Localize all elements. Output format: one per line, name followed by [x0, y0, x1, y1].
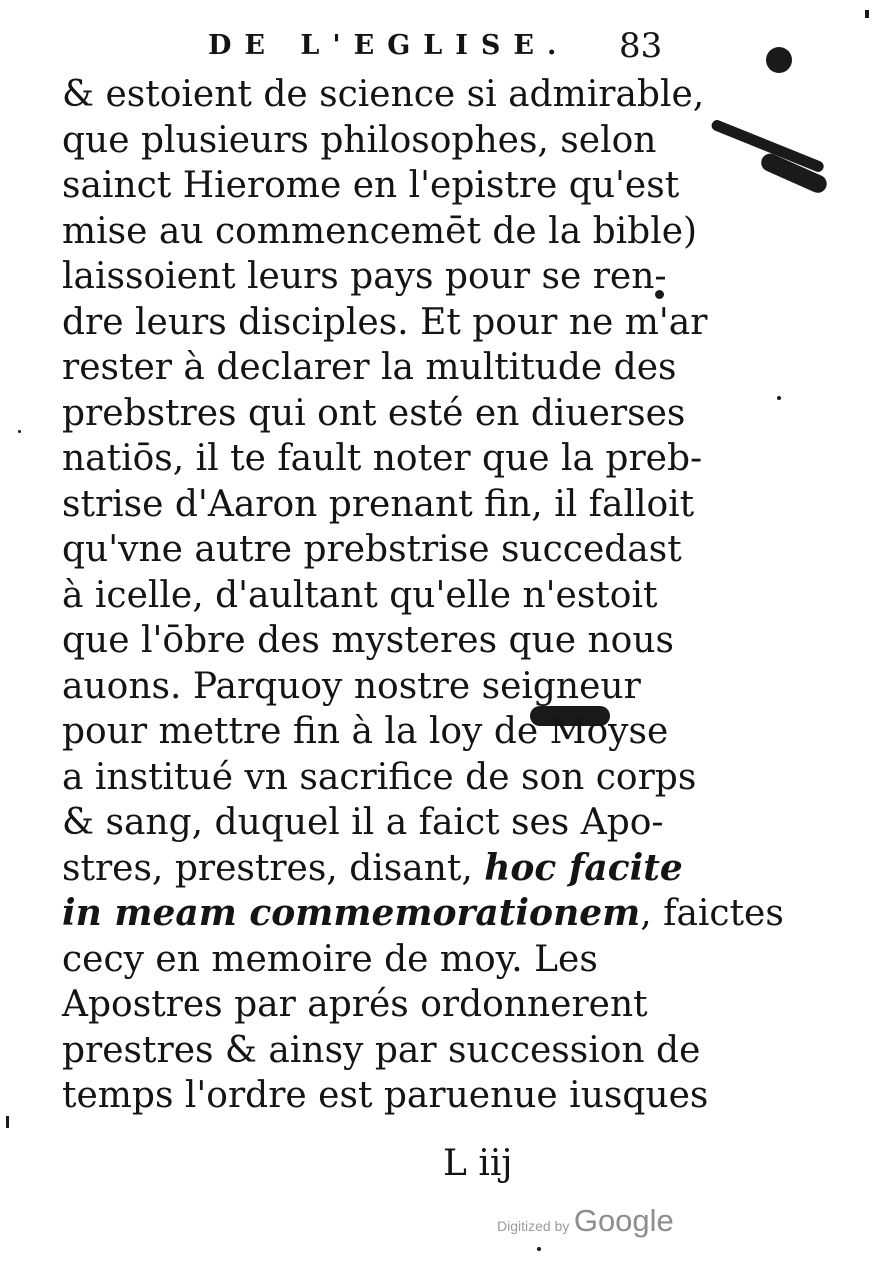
ink-dot — [537, 1247, 541, 1251]
latin-phrase-start: hoc facite — [484, 846, 683, 889]
text-line: prebstres qui ont esté en diuerses — [62, 392, 686, 434]
text-line: & estoient de science si admirable, — [62, 74, 705, 115]
text-line: Apostres par aprés ordonnerent — [62, 984, 648, 1025]
body-text — [62, 72, 784, 1119]
text-line: mise au commencemēt de la bible) — [62, 210, 698, 252]
text-line: & sang, duquel il a faict ses Apo- — [62, 802, 664, 843]
ink-blot — [766, 47, 792, 73]
text-line: natiōs, il te fault noter que la preb- — [62, 438, 703, 479]
text-line: laissoient leurs pays pour se ren- — [62, 256, 667, 297]
ink-dot — [6, 1116, 9, 1128]
latin-phrase-end: in meam commemorationem — [62, 892, 641, 934]
ink-dot — [18, 430, 21, 433]
running-head: DE L'EGLISE. — [208, 30, 570, 61]
text-line: que plusieurs philosophes, selon — [62, 119, 657, 161]
text-line: à icelle, d'aultant qu'elle n'estoit — [62, 574, 658, 616]
signature-mark: L iij — [443, 1143, 513, 1184]
text-line: sainct Hierome en l'epistre qu'est — [62, 165, 680, 206]
text-line: cecy en memoire de moy. Les — [62, 938, 598, 980]
text-line: rester à declarer la multitude des — [62, 347, 677, 388]
text-line: dre leurs disciples. Et pour ne m'ar — [62, 301, 708, 343]
digitized-watermark — [497, 1203, 674, 1239]
text-line: prestres & ainsy par succession de — [62, 1029, 701, 1071]
page-number: 83 — [619, 26, 663, 66]
line-prefix: stres, prestres, disant, — [62, 847, 473, 889]
text-line-with-latin — [62, 891, 784, 937]
text-line: qu'vne autre prebstrise succedast — [62, 529, 682, 570]
ink-dot — [777, 396, 781, 400]
text-line: temps l'ordre est paruenue iusques — [62, 1075, 709, 1116]
text-line: a institué vn sacrifice de son corps — [62, 756, 697, 798]
watermark-prefix: Digitized by — [497, 1218, 570, 1234]
text-line: pour mettre fin à la loy de Moyse — [62, 711, 669, 752]
watermark-brand: Google — [573, 1203, 674, 1238]
text-line: que l'ōbre des mysteres que nous — [62, 620, 674, 661]
text-line-with-latin — [62, 846, 682, 892]
ink-dot — [865, 10, 869, 18]
text-line: strise d'Aaron prenant fin, il falloit — [62, 483, 695, 525]
line-suffix: , faictes — [640, 893, 784, 934]
text-line: auons. Parquoy nostre seigneur — [62, 665, 641, 707]
